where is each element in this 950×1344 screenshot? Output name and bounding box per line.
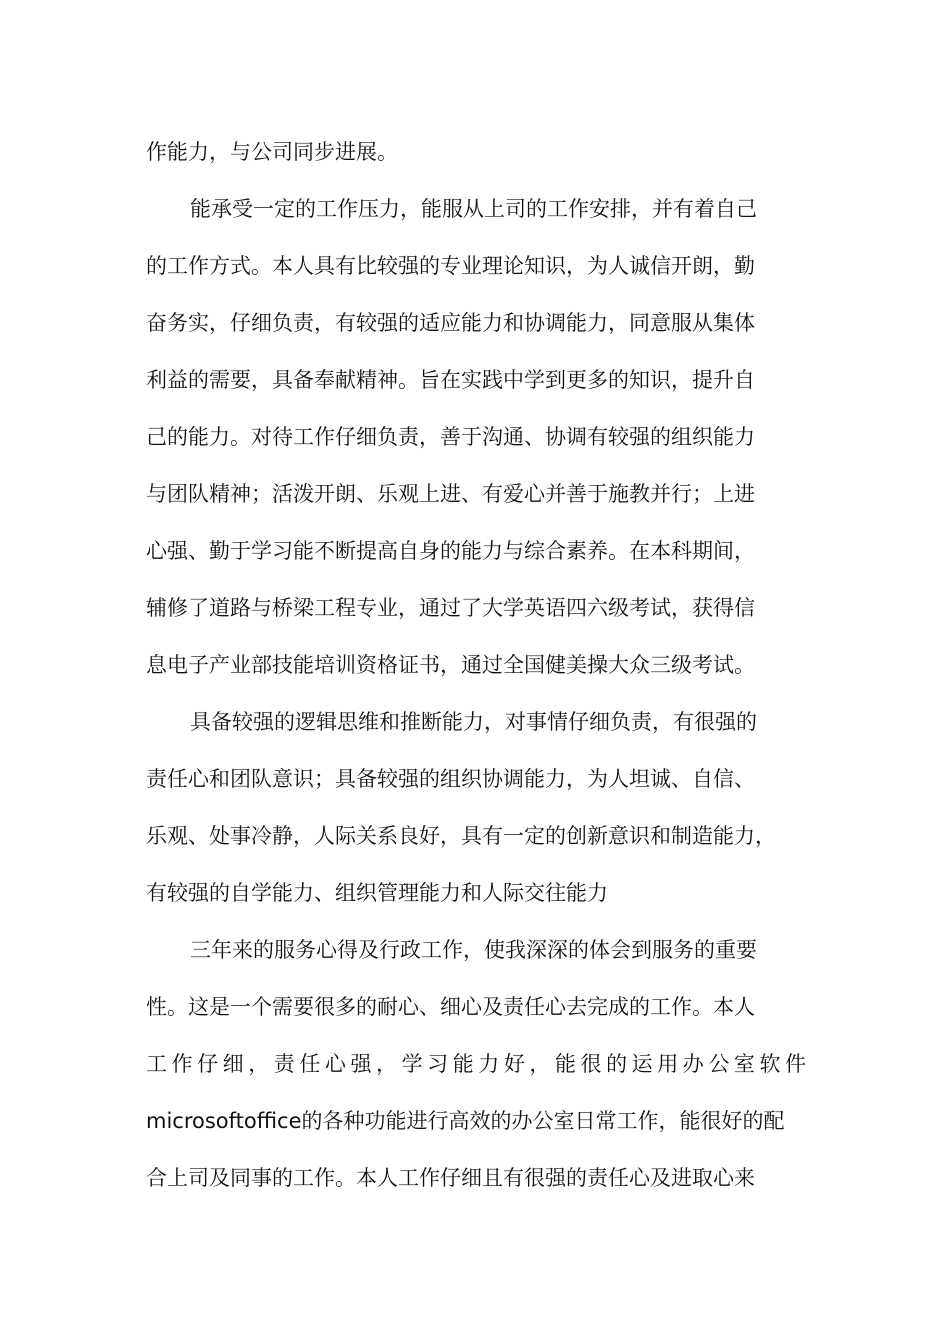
text-line: 的工作方式。本人具有比较强的专业理论知识，为人诚信开朗，勤 [146,254,755,278]
text-line: 与团队精神；活泼开朗、乐观上进、有爱心并善于施教并行；上进 [146,482,755,506]
text-line: 合上司及同事的工作。本人工作仔细且有很强的责任心及进取心来 [146,1166,755,1190]
text-line: 作能力，与公司同步进展。 [146,140,398,164]
text-line: 乐观、处事冷静，人际关系良好，具有一定的创新意识和制造能力， [146,824,776,848]
text-line: 心强、勤于学习能不断提高自身的能力与综合素养。在本科期间， [146,539,755,563]
text-line: 有较强的自学能力、组织管理能力和人际交往能力 [146,881,608,905]
paragraph-start-line: 能承受一定的工作压力，能服从上司的工作安排，并有着自己 [190,197,757,221]
text-line: 辅修了道路与桥梁工程专业，通过了大学英语四六级考试，获得信 [146,596,755,620]
text-line: 息电子产业部技能培训资格证书，通过全国健美操大众三级考试。 [146,653,755,677]
text-line: 己的能力。对待工作仔细负责，善于沟通、协调有较强的组织能力 [146,425,755,449]
text-line: 性。这是一个需要很多的耐心、细心及责任心去完成的工作。本人 [146,995,755,1019]
latin-word: microsoftoffice [146,1109,302,1133]
paragraph-start-line: 具备较强的逻辑思维和推断能力，对事情仔细负责，有很强的 [190,710,757,734]
text-line-rest: 的各种功能进行高效的办公室日常工作，能很好的配 [301,1109,785,1133]
text-line-with-latin [146,1101,826,1141]
paragraph-start-line: 三年来的服务心得及行政工作，使我深深的体会到服务的重要 [190,938,757,962]
text-line: 奋务实，仔细负责，有较强的适应能力和协调能力，同意服从集体 [146,311,755,335]
text-line-justified: 工作仔细，责任心强，学习能力好，能很的运用办公室软件 [146,1052,806,1076]
text-line: 责任心和团队意识；具备较强的组织协调能力，为人坦诚、自信、 [146,767,755,791]
text-line: 利益的需要，具备奉献精神。旨在实践中学到更多的知识，提升自 [146,368,755,392]
